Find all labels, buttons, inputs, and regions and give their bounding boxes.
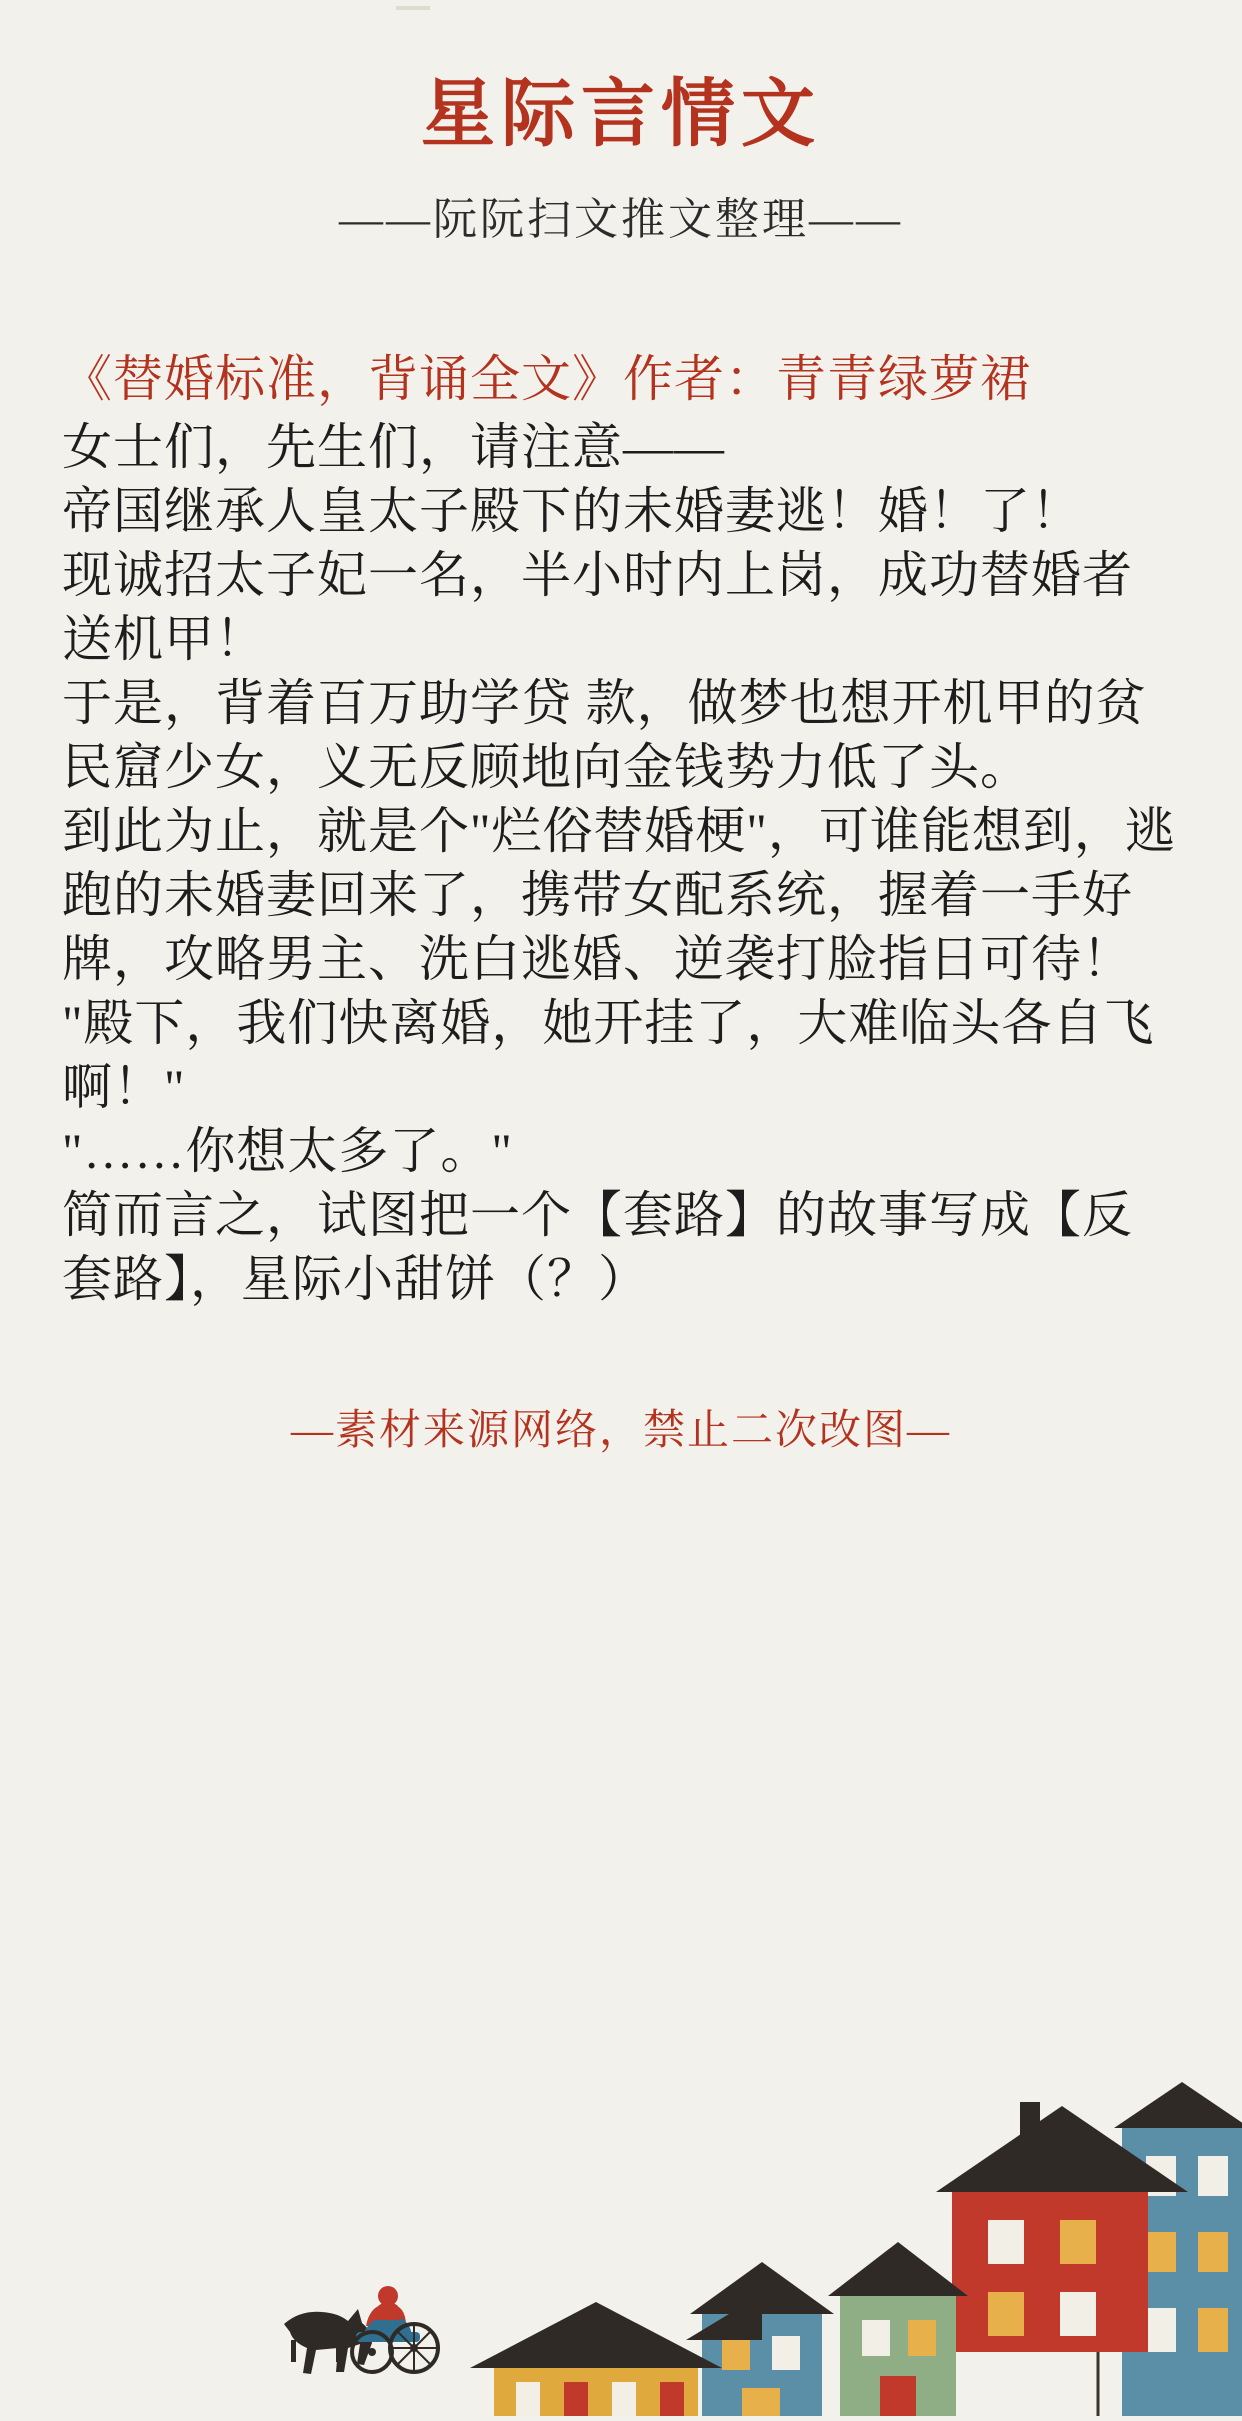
paragraph-4: 于是，背着百万助学贷 款，做梦也想开机甲的贫民窟少女，义无反顾地向金钱势力低了头。 [62, 675, 1147, 795]
bare-tree-icon [1062, 2292, 1136, 2416]
paragraph-1: 女士们，先生们，请注意—— [62, 419, 725, 475]
house-left-low [470, 2294, 762, 2416]
source-note: —素材来源网络，禁止二次改图— [290, 1408, 951, 1454]
paragraph-5: 到此为止，就是个"烂俗替婚梗"，可谁能想到，逃跑的未婚妻回来了，携带女配系统，握着一手好牌，攻略男主、洗白逃婚、逆袭打脸指日可待！ [62, 803, 1176, 987]
paragraph-3: 现诚招太子妃一名，半小时内上岗，成功替婚者送机甲！ [62, 547, 1133, 667]
paragraph-2: 帝国继承人皇太子殿下的未婚妻逃！婚！了！ [62, 483, 1082, 539]
house-green [828, 2242, 968, 2416]
page-subtitle: ——阮阮扫文推文整理—— [339, 195, 903, 244]
illustration-svg [0, 1996, 1242, 2416]
house-blue-tall [1114, 2082, 1242, 2416]
top-marker [396, 6, 430, 10]
horse-carriage-icon [284, 2286, 438, 2374]
page-title: 星际言情文 [421, 74, 821, 156]
paragraph-8: 简而言之，试图把一个【套路】的故事写成【反套路】，星际小甜饼（？） [62, 1187, 1133, 1307]
paragraph-7: "……你想太多了。" [62, 1123, 513, 1179]
house-red-main [936, 2102, 1188, 2352]
bottom-illustration [0, 1996, 1242, 2416]
paragraph-6: "殿下，我们快离婚，她开挂了，大难临头各自飞啊！" [62, 995, 1155, 1115]
content-body [0, 247, 1242, 1457]
house-blue-small [690, 2262, 834, 2416]
book-title-line: 《替婚标准，背诵全文》作者：青青绿萝裙 [62, 351, 1031, 407]
